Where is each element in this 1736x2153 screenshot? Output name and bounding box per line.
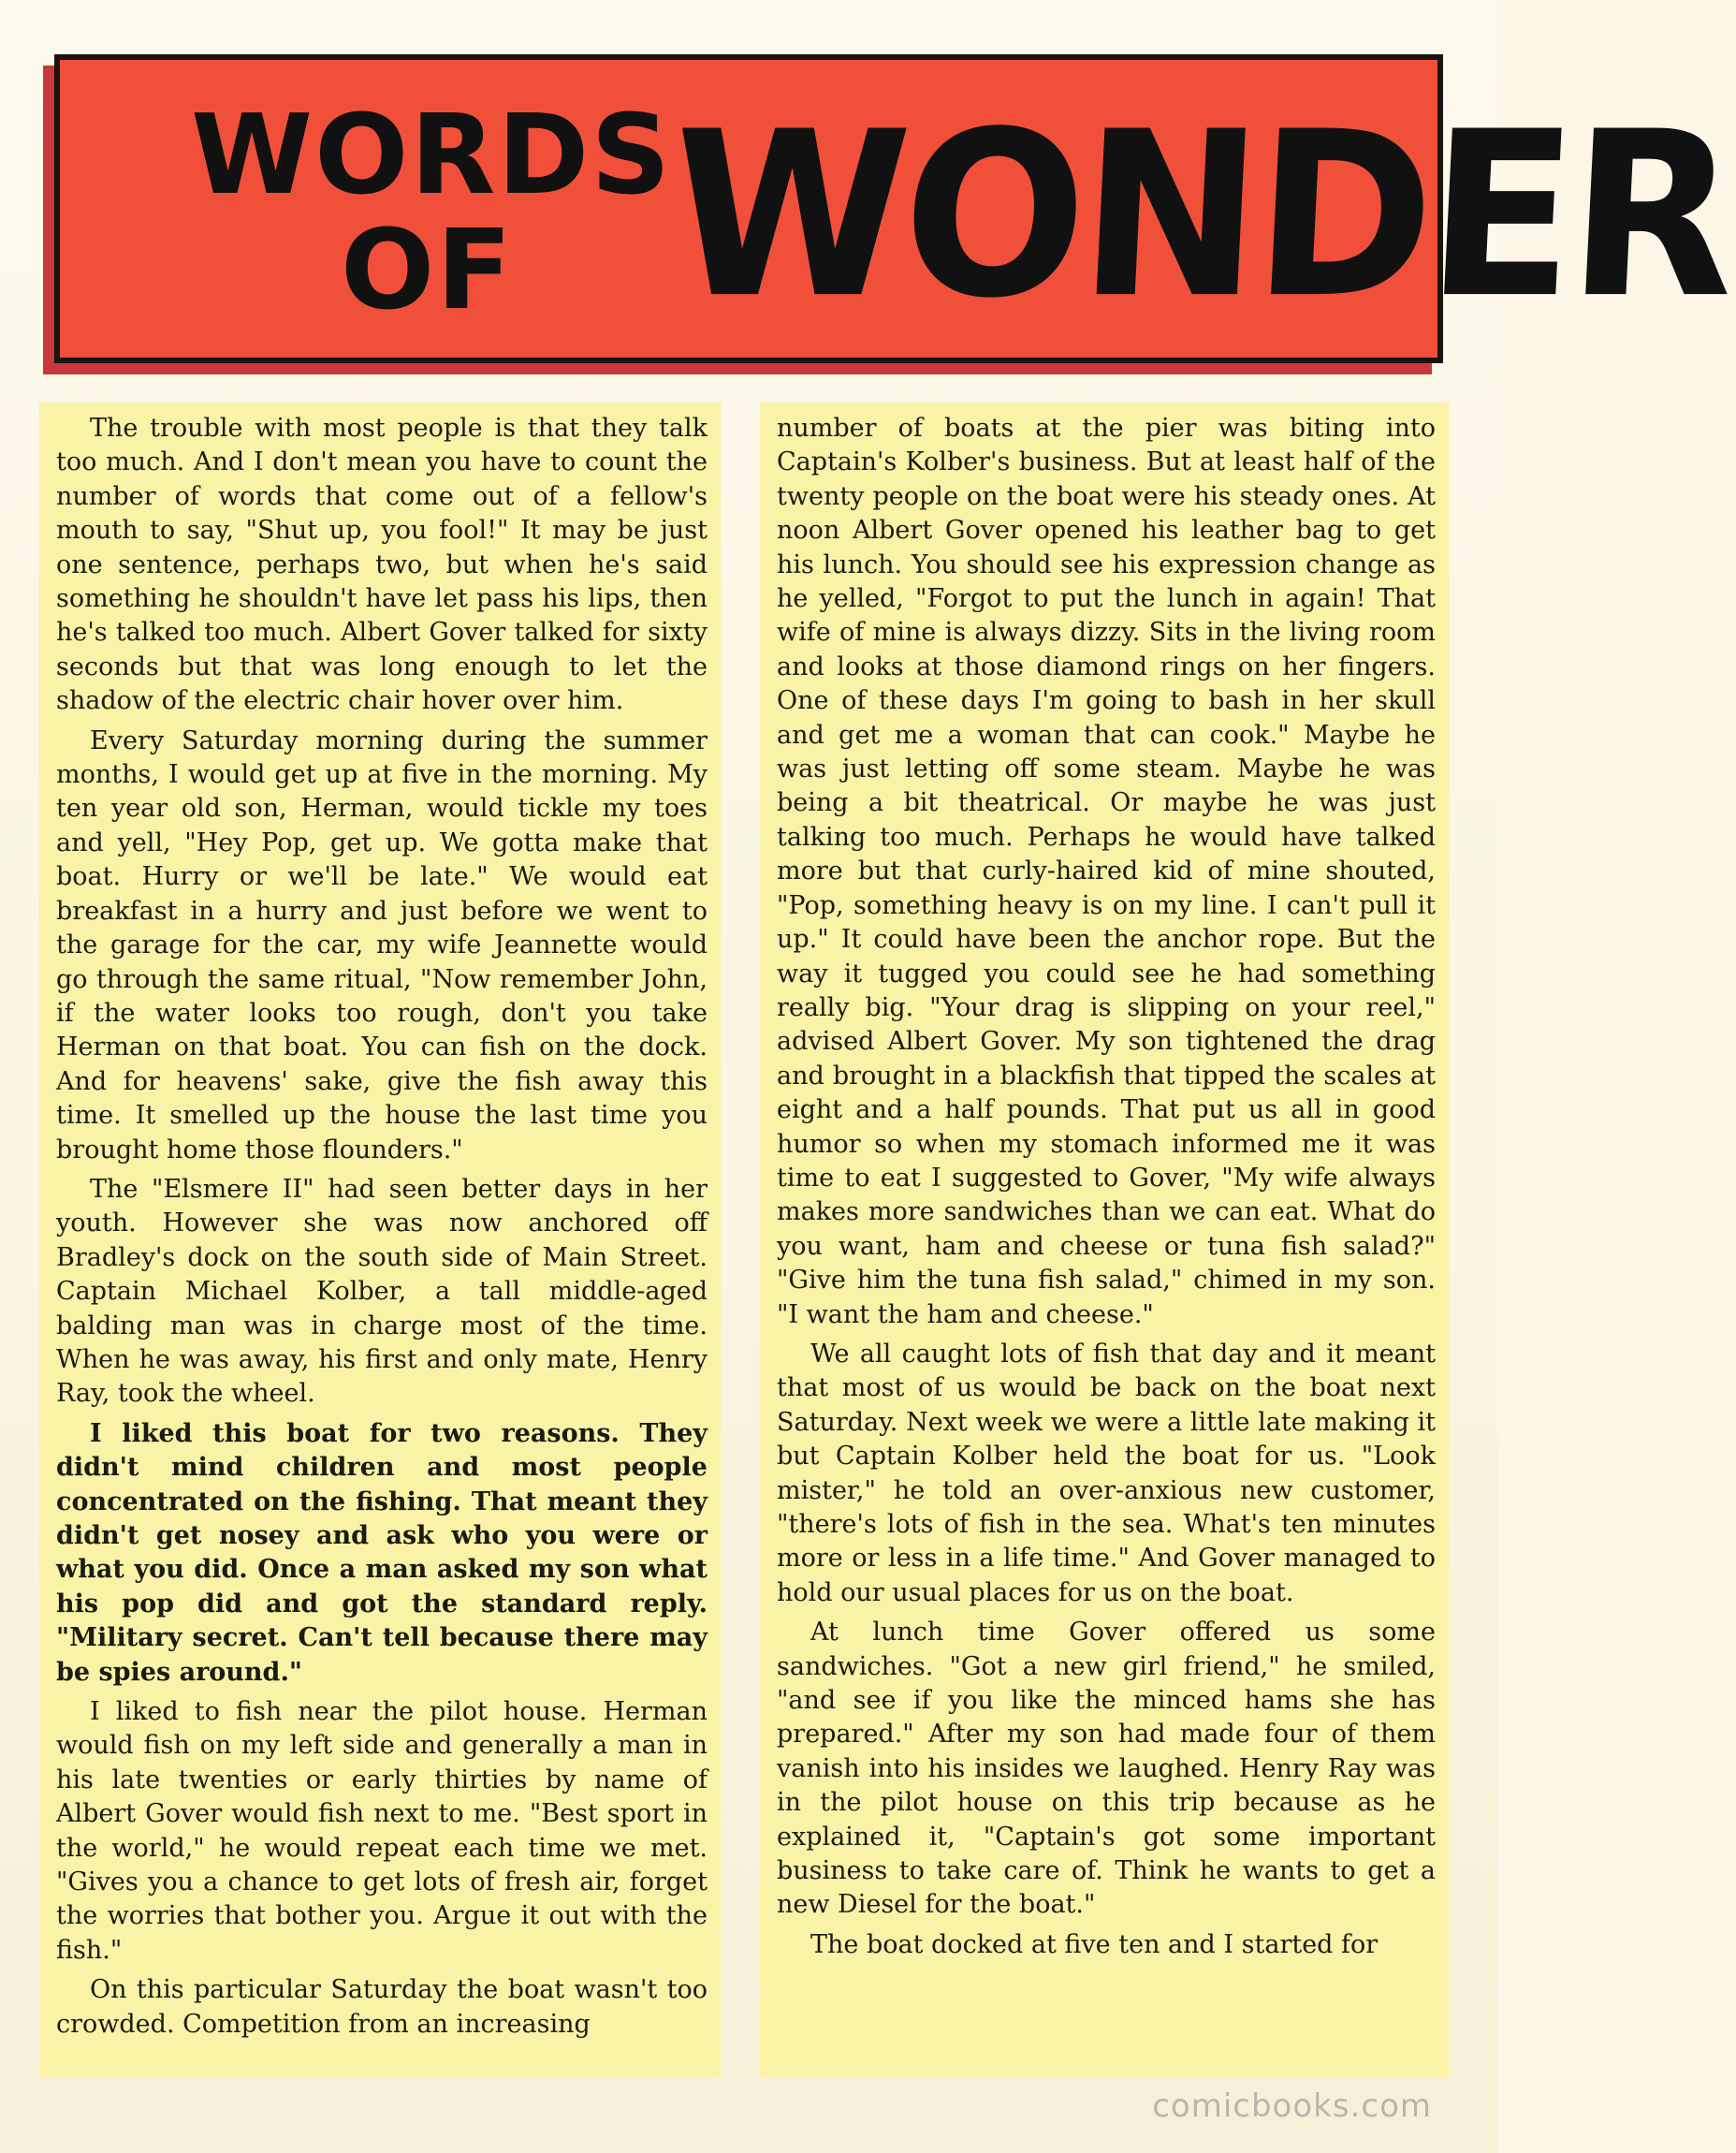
paragraph: At lunch time Gover offered us some sandwiches. "Got a new girl friend," he smiled, "and see if you like the minced hams she has prepared." After my son had made four of them vanish into his insides we laughed. Henry Ray was in the pilot house on this trip because as he explained it, "Captain's got some important business to take care of. Think he wants to get a new Diesel for the boat." — [777, 1618, 1436, 1920]
paragraph: The "Elsmere II" had seen better days in her youth. However she was now anchored off Bradley's dock on the south side of Main Street. Captain Michael Kolber, a tall middle-aged balding man was in charge most of the time. When he was away, his first and only mate, Henry Ray, took the wheel. — [56, 1174, 708, 1409]
right-text-column — [760, 403, 1449, 2078]
paragraph: The trouble with most people is that they talk too much. And I don't mean you have to count the number of words that come out of a fellow's mouth to say, "Shut up, you fool!" It may be just one sentence, perhaps two, but when he's said something he shouldn't have let pass his lips, then he's talked too much. Albert Gover talked for sixty seconds but that was long enough to let the shadow of the electric chair hover over him. — [56, 414, 708, 716]
paragraph: The boat docked at five ten and I started for — [810, 1929, 1379, 1959]
title-words: WORDS — [191, 90, 673, 219]
title-banner — [54, 54, 1736, 363]
paragraph: On this particular Saturday the boat wasn't too crowded. Competition from an increasing — [56, 1975, 708, 2039]
paragraph: number of boats at the pier was biting into Captain's Kolber's business. But at least half of the twenty people on the boat were his steady ones. At noon Albert Gover opened his leather bag to get his lunch. You should see his expression change as he yelled, "Forgot to put the lunch in again! That wife of mine is always dizzy. Sits in the living room and looks at those diamond rings on her fingers. One of these days I'm going to bash in her skull and get me a woman that can cook." Maybe he was just letting off some steam. Maybe he was being a bit theatrical. Or maybe he was just talking too much. Perhaps he would have talked more but that curly-haired kid of mine shouted, "Pop, something heavy is on my line. I can't pull it up." It could have been the anchor rope. But the way it tugged you could see he had something really big. "Your drag is slipping on your reel," advised Albert Gover. My son tightened the drag and brought in a blackfish that tipped the scales at eight and a half pounds. That put us all in good humor so when my stomach informed me it was time to eat I suggested to Gover, "My wife always makes more sandwiches than we can eat. What do you want, ham and cheese or tuna fish salad?" "Give him the tuna fish salad," chimed in my son. "I want the ham and cheese." — [777, 414, 1436, 1329]
paragraph: We all caught lots of fish that day and it meant that most of us would be back on the boat next Saturday. Next week we were a little late making it but Captain Kolber held the boat for us. "Look mister," he told an over-anxious new customer, "there's lots of fish in the sea. What's ten minutes more or less in a life time." And Gover managed to hold our usual places for us on the boat. — [777, 1339, 1436, 1607]
watermark: comicbooks.com — [1152, 2087, 1432, 2125]
paragraph: Every Saturday morning during the summer months, I would get up at five in the morning. My ten year old son, Herman, would tickle my toes and yell, "Hey Pop, get up. We gotta make that boat. Hurry or we'll be late." We would eat breakfast in a hurry and just before we went to the garage for the car, my wife Jeannette would go through the same ritual, "Now remember John, if the water looks too rough, don't you take Herman on that boat. You can fish on the dock. And for heavens' sake, give the fish away this time. It smelled up the house the last time you brought home those flounders." — [56, 725, 708, 1164]
paragraph: I liked this boat for two reasons. They didn't mind children and most people concentrated on the fishing. That meant they didn't get nosey and ask who you were or what you did. Once a man asked my son what his pop did and got the standard reply. "Military secret. Can't tell because there may be spies around." — [56, 1418, 708, 1687]
left-text-column — [39, 403, 721, 2078]
title-wonder: WONDER — [664, 83, 1736, 349]
title-of: OF — [341, 205, 514, 334]
paragraph: I liked to fish near the pilot house. Herman would fish on my left side and generally a man in his late twenties or early thirties by name of Albert Gover would fish next to me. "Best sport in the world," he would repeat each time we met. "Gives you a chance to get lots of fresh air, forget the worries that bother you. Argue it out with the fish." — [56, 1697, 708, 1965]
